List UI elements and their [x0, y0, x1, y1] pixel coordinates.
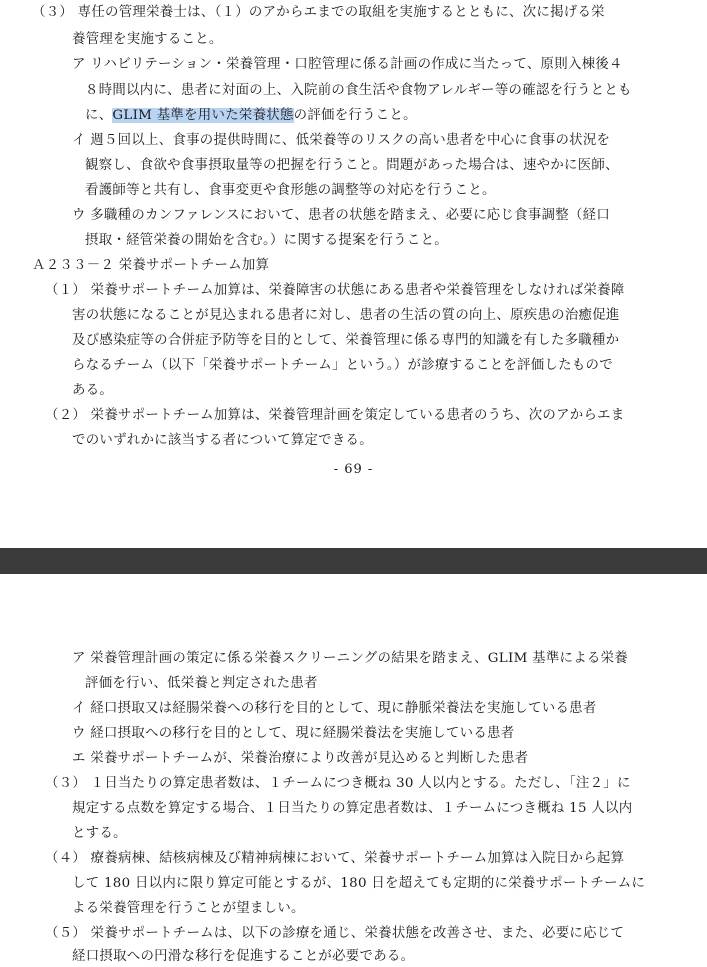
text-line: （２） 栄養サポートチーム加算は、栄養管理計画を策定している患者のうち、次のアからエま — [45, 408, 625, 423]
text-line: （３） 専任の管理栄養士は、（１）のアからエまでの取組を実施するとともに、次に掲げる栄 — [32, 5, 605, 20]
text-line: 養管理を実施すること。 — [72, 32, 223, 47]
text-line: （３） １日当たりの算定患者数は、１チームにつき概ね 30 人以内とする。ただし、「注２」に — [45, 776, 631, 791]
text-line: ア リハビリテーション・栄養管理・口腔管理に係る計画の作成に当たって、原則入棟後４ — [72, 57, 623, 72]
text-selection-highlight[interactable]: GLIM 基準を用いた栄養状態 — [112, 108, 294, 123]
text-line: ８時間以内に、患者に対面の上、入院前の食生活や食物アレルギー等の確認を行うととも — [85, 83, 632, 98]
list-item: イ 経口摂取又は経腸栄養への移行を目的として、現に静脈栄養法を実施している患者 — [72, 701, 597, 716]
text-line: でのいずれかに該当する者について算定できる。 — [72, 433, 373, 448]
text-line: ある。 — [72, 383, 114, 398]
list-item: ウ 経口摂取への移行を目的として、現に経腸栄養法を実施している患者 — [72, 726, 515, 741]
page-separator — [0, 548, 707, 574]
document-page-70 — [0, 574, 707, 967]
text-line: らなるチーム（以下「栄養サポートチーム」という。）が診療することを評価したもので — [72, 358, 613, 373]
text-line: 害の状態になることが見込まれる患者に対し、患者の生活の質の向上、原疾患の治癒促進 — [72, 308, 620, 323]
text-line: 看護師等と共有し、食事変更や食形態の調整等の対応を行うこと。 — [85, 183, 496, 198]
list-item: エ 栄養サポートチームが、栄養治療により改善が見込めると判断した患者 — [72, 751, 529, 766]
text-line: （５） 栄養サポートチームは、以下の診療を通じ、栄養状態を改善させ、また、必要に応じて — [45, 926, 625, 941]
text-after-highlight: の評価を行うこと。 — [293, 108, 417, 123]
section-heading: Ａ２３３－２ 栄養サポートチーム加算 — [32, 258, 270, 273]
text-line-highlighted — [85, 107, 417, 125]
text-line: 及び感染症等の合併症予防等を目的として、栄養管理に係る専門的知識を有した多職種か — [72, 333, 620, 348]
text-line: （１） 栄養サポートチーム加算は、栄養障害の状態にある患者や栄養管理をしなければ栄養障 — [45, 283, 625, 298]
text-line: 経口摂取への円滑な移行を促進することが必要である。 — [72, 949, 415, 964]
page-number: - 69 - — [333, 462, 374, 477]
text-line: 評価を行い、低栄養と判定された患者 — [85, 676, 318, 691]
text-line: 観察し、食欲や食事摂取量等の把握を行うこと。問題があった場合は、速やかに医師、 — [85, 158, 619, 173]
text-line: よる栄養管理を行うことが望ましい。 — [72, 901, 305, 916]
text-line: とする。 — [72, 826, 127, 841]
text-line: 規定する点数を算定する場合、１日当たりの算定患者数は、１チームにつき概ね 15 人以内 — [72, 801, 633, 816]
text-line: 摂取・経管栄養の開始を含む。）に関する提案を行うこと。 — [85, 233, 448, 248]
text-before-highlight: に、 — [85, 108, 113, 123]
text-line: （４） 療養病棟、結核病棟及び精神病棟において、栄養サポートチーム加算は入院日から起算 — [45, 851, 625, 866]
list-item: ア 栄養管理計画の策定に係る栄養スクリーニングの結果を踏まえ、GLIM 基準による栄養 — [72, 651, 628, 666]
text-line: ウ 多職種のカンファレンスにおいて、患者の状態を踏まえ、必要に応じ食事調整（経口 — [72, 208, 611, 223]
text-line: して 180 日以内に限り算定可能とするが、180 日を超えても定期的に栄養サポートチームに — [72, 876, 646, 891]
text-line: イ 週５回以上、食事の提供時間に、低栄養等のリスクの高い患者を中心に食事の状況を — [72, 133, 611, 148]
